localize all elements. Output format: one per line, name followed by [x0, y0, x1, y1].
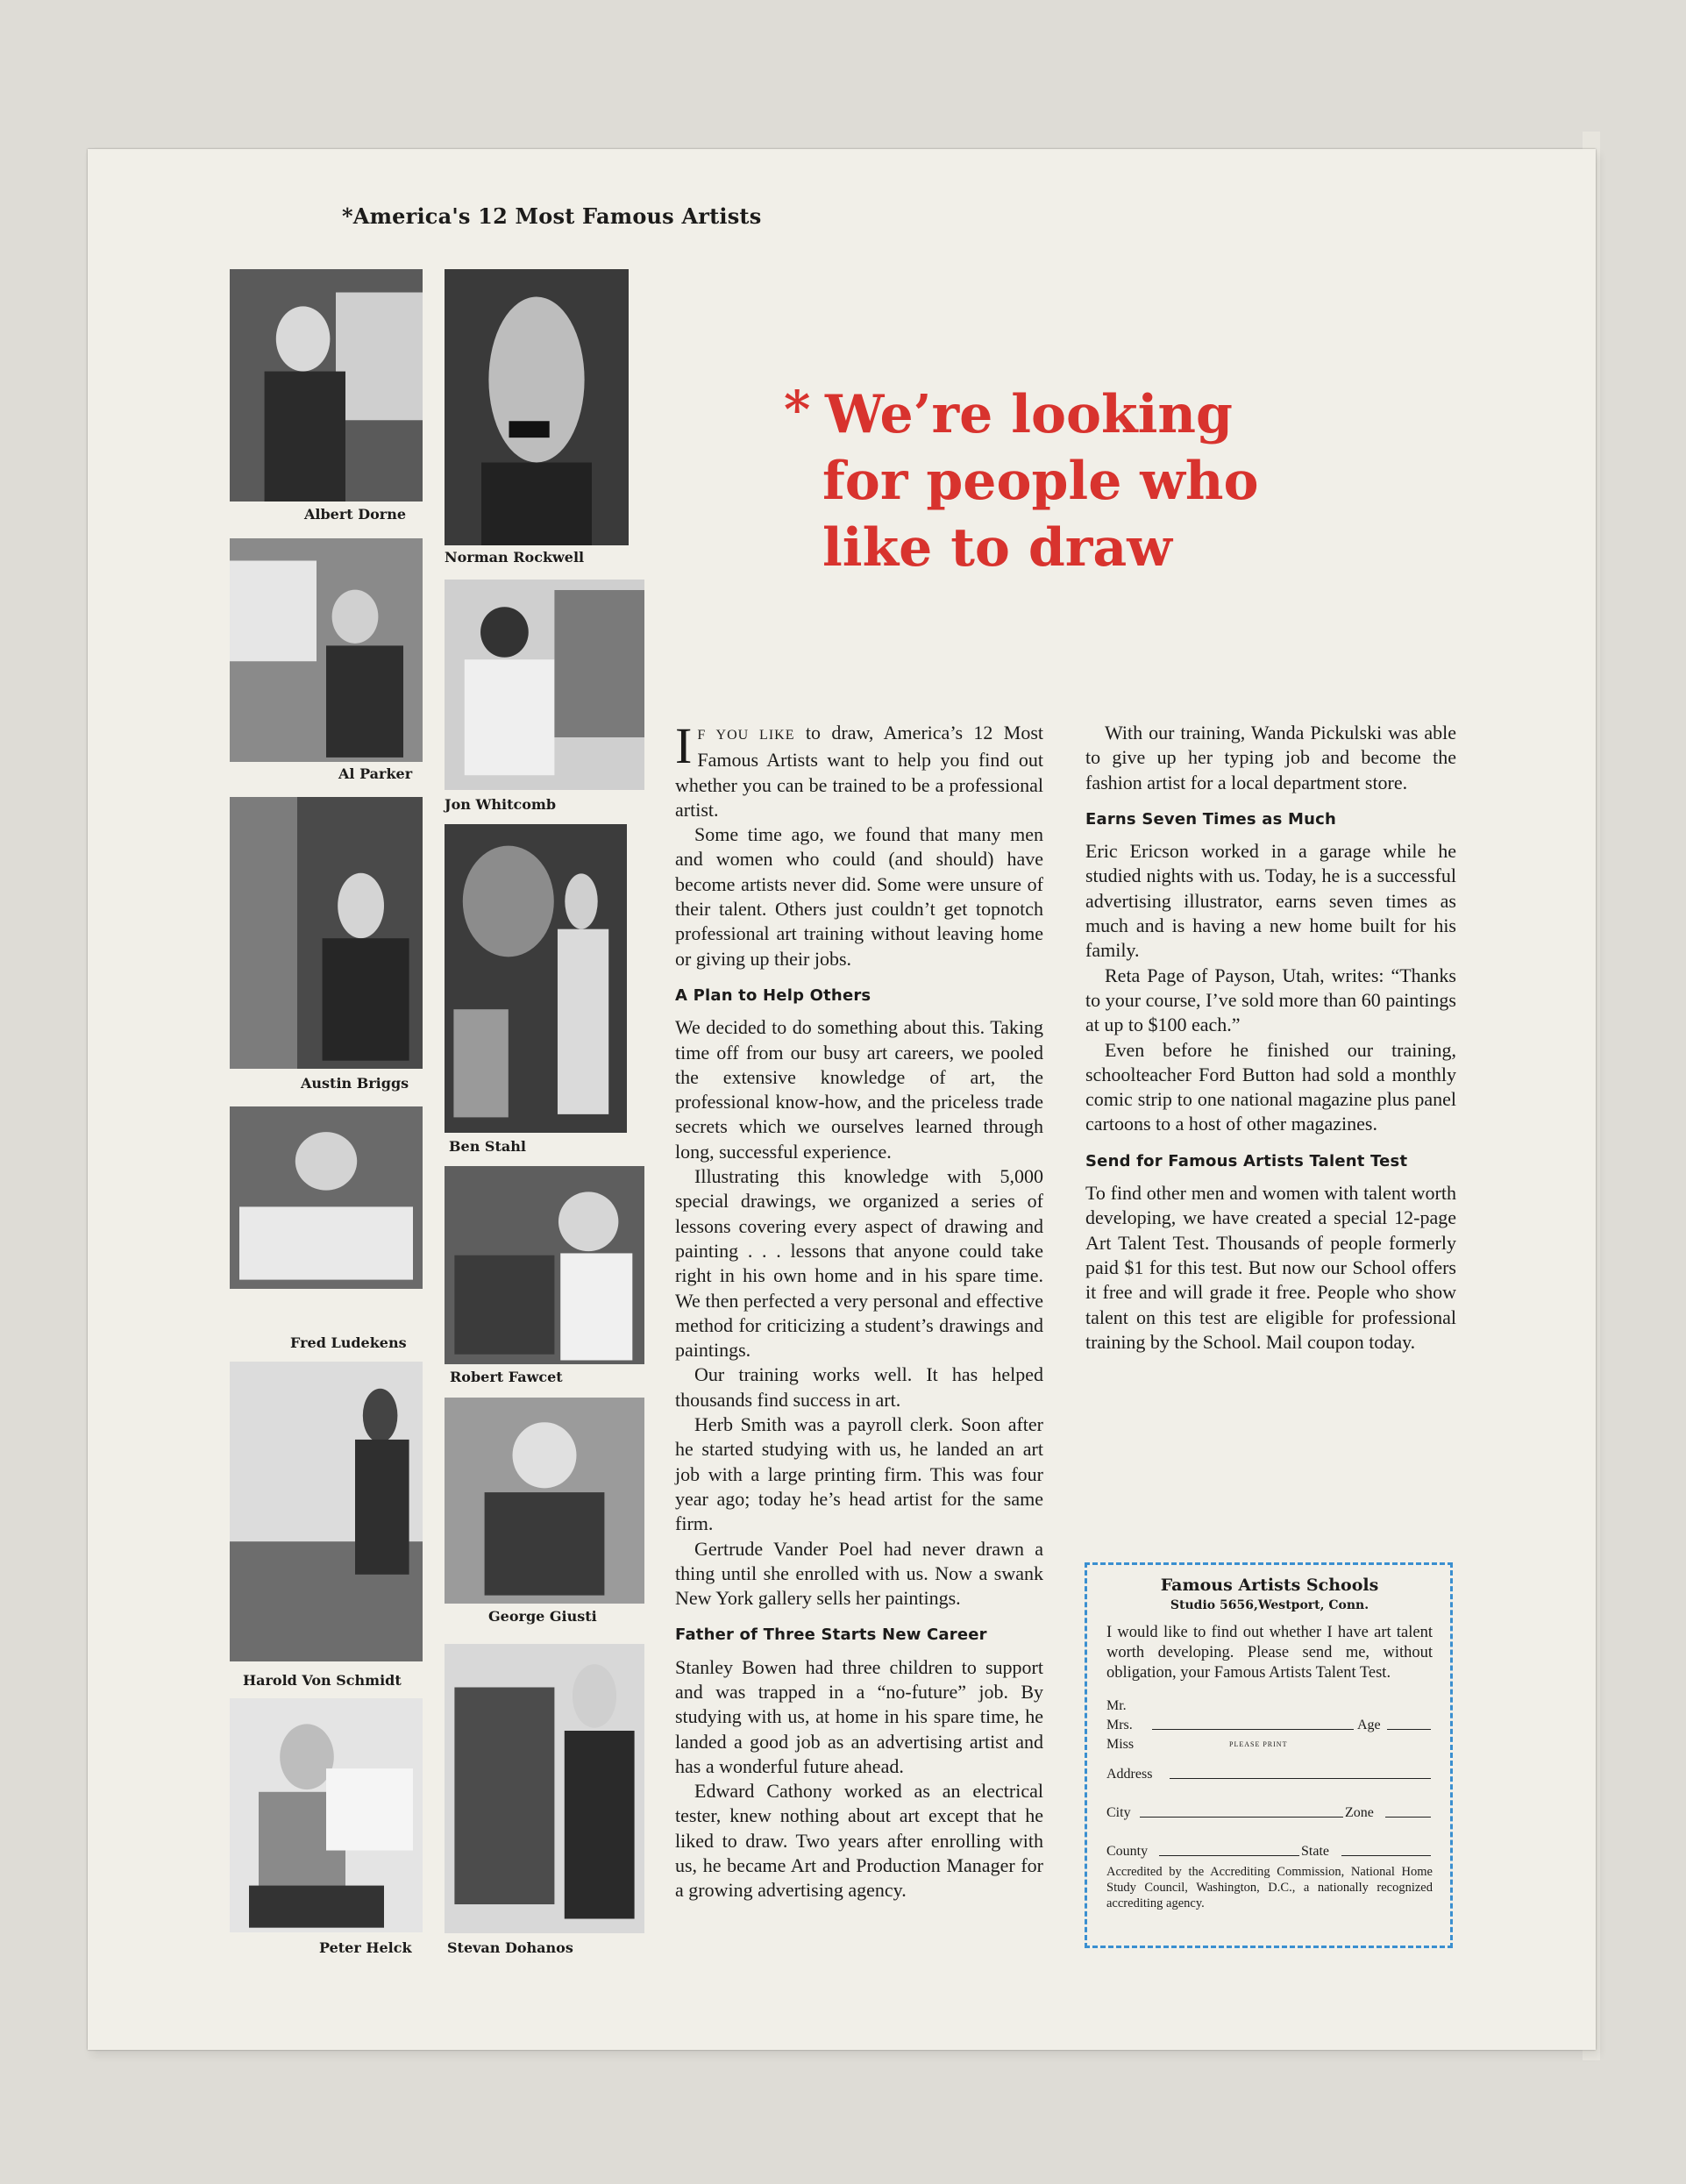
- label-city: City: [1106, 1805, 1131, 1820]
- artist-photo: [445, 1398, 644, 1604]
- label-mr: Mr.: [1106, 1698, 1127, 1713]
- artist-caption: Peter Helck: [319, 1939, 412, 1956]
- age-field[interactable]: [1387, 1717, 1431, 1730]
- county-field[interactable]: [1159, 1843, 1299, 1856]
- label-zone: Zone: [1345, 1805, 1374, 1820]
- article-paragraph: Some time ago, we found that many men and women who could (and should) have become artists never did. Some were unsure of their talent. Others just couldn’t get topnotch professional art training without leaving home or giving up their jobs.: [675, 823, 1043, 970]
- article-paragraph: To find other men and women with talent worth developing, we have created a special 12-page Art Talent Test. Thousands of people formerly paid $1 for this test. But now our School offers it free and will grade it free. People who show talent on this test are eligible for professional training by the School. Mail coupon today.: [1085, 1182, 1456, 1353]
- article-paragraph: With our training, Wanda Pickulski was able to give up her typing job and become the fashion artist for a local department store.: [1085, 722, 1456, 793]
- article-paragraph: Even before he finished our training, schoolteacher Ford Button had sold a monthly comic strip to one national magazine plus panel cartoons to a host of other magazines.: [1085, 1038, 1456, 1135]
- artist-photo: [445, 1644, 644, 1933]
- article-paragraph: Eric Ericson worked in a garage while he studied nights with us. Today, he is a successful advertising illustrator, earns seven times as much and is having a new home built for his family.: [1085, 840, 1456, 962]
- artists-header: *America's 12 Most Famous Artists: [342, 203, 762, 229]
- section-heading: Send for Famous Artists Talent Test: [1085, 1151, 1408, 1170]
- headline-asterisk: *: [784, 380, 811, 439]
- drop-cap: I: [675, 717, 693, 774]
- section-heading: Father of Three Starts New Career: [675, 1626, 987, 1645]
- label-age: Age: [1357, 1718, 1381, 1732]
- please-print-note: PLEASE PRINT: [1229, 1740, 1288, 1748]
- coupon-row-name: [1106, 1715, 1433, 1734]
- section-heading: A Plan to Help Others: [675, 985, 871, 1005]
- article-paragraph: Herb Smith was a payroll clerk. Soon after he started studying with us, he landed an art job with a large printing firm. This was four year ago; today he’s head artist for the same firm.: [675, 1413, 1043, 1535]
- artist-photo: [230, 1362, 423, 1661]
- artist-photo: [445, 580, 644, 790]
- accreditation-note: Accredited by the Accrediting Commission, National Home Study Council, Washington, D.C., a nationally recognized accrediting agency.: [1106, 1865, 1433, 1910]
- coupon-text: I would like to find out whether I have art talent worth developing. Please send me, without obligation, your Famous Artists Talent Test.: [1106, 1624, 1433, 1682]
- coupon-row-mr: [1106, 1696, 1433, 1715]
- city-field[interactable]: [1140, 1804, 1343, 1818]
- artist-caption: Harold Von Schmidt: [243, 1672, 402, 1689]
- article-paragraph: Gertrude Vander Poel had never drawn a thing until she enrolled with us. Now a swank New York gallery sells her paintings.: [675, 1537, 1043, 1610]
- state-field[interactable]: [1341, 1843, 1431, 1856]
- name-field[interactable]: [1152, 1717, 1354, 1730]
- headline: [786, 381, 1259, 581]
- artist-caption: Stevan Dohanos: [447, 1939, 573, 1956]
- artist-photo: [230, 538, 423, 762]
- artist-photo: [230, 797, 423, 1069]
- label-miss: Miss: [1106, 1737, 1135, 1752]
- headline-line: like to draw: [822, 517, 1172, 579]
- section-heading: Earns Seven Times as Much: [1085, 809, 1337, 829]
- coupon-row-address: [1106, 1764, 1433, 1783]
- artist-photo: [445, 824, 627, 1133]
- artist-caption: George Giusti: [488, 1608, 597, 1625]
- address-field[interactable]: [1170, 1766, 1431, 1779]
- coupon-form[interactable]: [1085, 1562, 1453, 1948]
- intro-small-caps: F YOU LIKE: [697, 728, 795, 743]
- artist-photo: [445, 1166, 644, 1364]
- label-mrs: Mrs.: [1106, 1718, 1133, 1732]
- artist-caption: Ben Stahl: [449, 1138, 526, 1155]
- coupon-address: Studio 5656,Westport, Conn.: [1170, 1598, 1369, 1612]
- article-paragraph: Reta Page of Payson, Utah, writes: “Thanks to your course, I’ve sold more than 60 paintings at up to $100 each.”: [1085, 964, 1456, 1036]
- artist-caption: Al Parker: [338, 765, 413, 782]
- zone-field[interactable]: [1385, 1804, 1431, 1818]
- article-paragraph: We decided to do something about this. Taking time off from our busy art careers, we pooled the extensive knowledge of art, the professional know-how, and the priceless trade secrets which we ourselves learned through long, successful experience.: [675, 1016, 1043, 1163]
- article-paragraph: [675, 717, 1043, 822]
- article-column-1: [675, 717, 1043, 1903]
- artist-caption: Norman Rockwell: [445, 549, 585, 566]
- artist-photo: [230, 269, 423, 502]
- artist-caption: Austin Briggs: [301, 1075, 409, 1092]
- headline-line: for people who: [822, 451, 1259, 512]
- artist-photo: [230, 1106, 423, 1289]
- article-paragraph: Edward Cathony worked as an electrical tester, knew nothing about art except that he liked to draw. Two years after enrolling with us, he became Art and Production Manager for a growing advertising agency.: [675, 1780, 1043, 1902]
- coupon-row-city: [1106, 1803, 1433, 1822]
- article-paragraph: Stanley Bowen had three children to support and was trapped in a “no-future” job. By studying with us, at home in his spare time, he landed a good job as an advertising artist and has a wonderful future ahead.: [675, 1655, 1043, 1777]
- artist-caption: Albert Dorne: [304, 506, 407, 523]
- label-state: State: [1301, 1844, 1329, 1859]
- label-address: Address: [1106, 1767, 1153, 1782]
- article-paragraph: Our training works well. It has helped thousands find success in art.: [675, 1363, 1043, 1411]
- article-paragraph: Illustrating this knowledge with 5,000 special drawings, we organized a series of lessons covering every aspect of drawing and painting . . . lessons that anyone could take right in his own home and in his spare time. We then perfected a very personal and effective method for criticizing a student’s drawings and paintings.: [675, 1165, 1043, 1362]
- label-county: County: [1106, 1844, 1149, 1859]
- artist-photo: [230, 1698, 423, 1932]
- coupon-row-county: [1106, 1841, 1433, 1860]
- artist-caption: Robert Fawcet: [450, 1369, 563, 1385]
- headline-line: We’re looking: [825, 384, 1233, 445]
- artist-caption: Jon Whitcomb: [445, 796, 557, 813]
- coupon-title: Famous Artists Schools: [1160, 1576, 1379, 1595]
- coupon-row-miss: [1106, 1734, 1433, 1754]
- article-column-2: [1085, 721, 1456, 1355]
- intro-text: to draw, America’s 12 Most Famous Artists want to help you find out whether you can be trained to be a professional artist.: [675, 722, 1043, 821]
- artist-caption: Fred Ludekens: [290, 1334, 407, 1351]
- artist-photo: [445, 269, 629, 545]
